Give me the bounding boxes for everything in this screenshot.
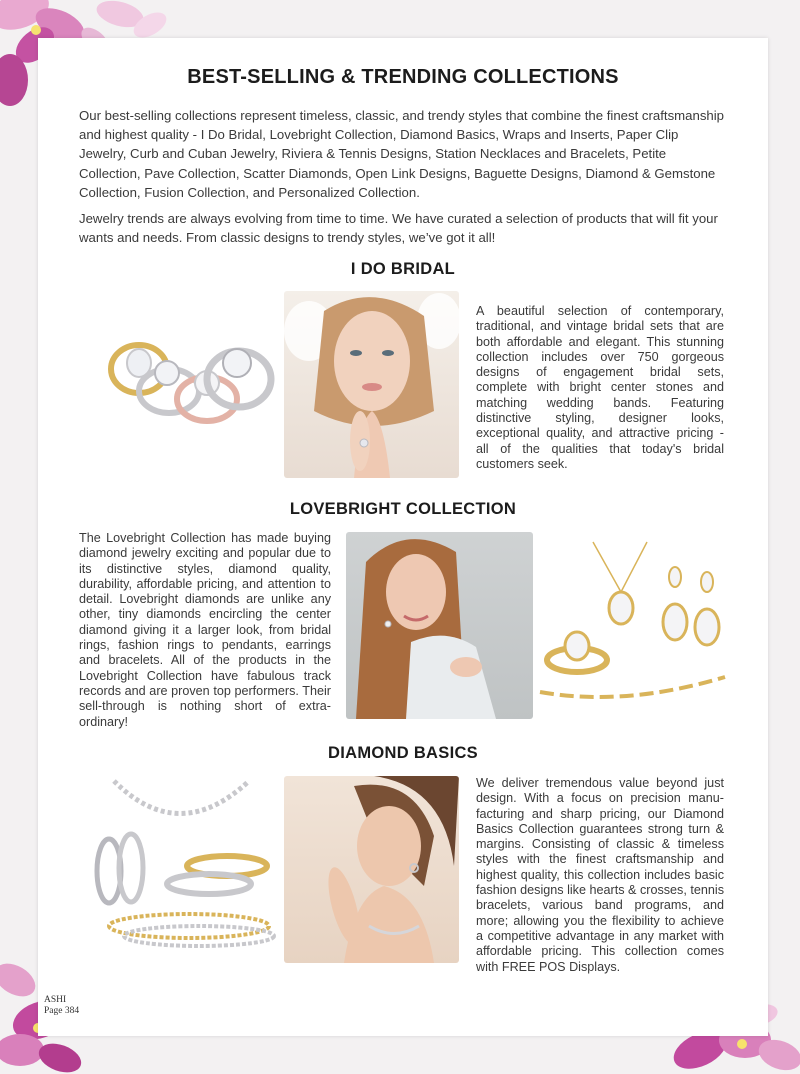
bridal-rings-photo (79, 291, 282, 478)
page-panel (38, 38, 768, 1036)
bridal-description: A beautiful selection of contemporary, traditional, and vintage bridal sets that are both affordable and elegant. This stunning collection includes over 750 gorgeous designs of engagement bridal sets, complete with bright center stones and matching wedding bands. Featuring distinctive styling, designer looks, exceptional quality, and attractive pricing - all of the qualities that today's bridal customers seek. (476, 304, 724, 471)
intro-paragraph-1: Our best-selling collections represent timeless, classic, and trendy styles that combine the finest craftsmanship and highest quality - I Do Bridal, Lovebright Collection, Diamond Basics, Wraps and Inserts, Paper Clip Jewelry, Curb and Cuban Jewelry, Riviera & Tennis Designs, Station Necklaces and Bracelets, Petite Collection, Pave Collection, Scatter Diamonds, Open Link Designs, Baguette Designs, Diamond & Gemstone Collection, Fusion Collection, and Personalized Collection. (79, 108, 725, 200)
bridal-model-photo (284, 291, 459, 478)
page-title: BEST-SELLING & TRENDING COLLECTIONS (187, 66, 619, 88)
section-title-lovebright: LOVEBRIGHT COLLECTION (289, 500, 517, 518)
page-number: Page 384 (44, 1006, 80, 1016)
basics-jewelry-photo (79, 776, 282, 963)
lovebright-description: The Lovebright Collection has made buying diamond jewelry exciting and popular due to its distinctive styles, diamond quality, durability, affordable pricing, and attention to detail. Lovebright diamonds are unlike any other, tiny diamonds encircling the center diamond giving it a larger look, from bridal rings, fashion rings to pendants, earrings and bracelets. All of the products in the Lovebright Collection have fabulous track records and are proven top performers. Their sell-through is nothing short of extra-ordinary! (79, 531, 331, 729)
section-title-bridal: I DO BRIDAL (350, 260, 456, 278)
section-title-basics: DIAMOND BASICS (328, 744, 478, 762)
basics-model-photo (284, 776, 459, 963)
intro-paragraph-2: Jewelry trends are always evolving from time to time. We have curated a selection of products that will fit your wants and needs. From classic designs to trendy styles, we’ve got it all! (79, 211, 718, 246)
basics-description: We deliver tremendous value beyond just design. With a focus on precision manu-facturing and sharp pricing, our Diamond Basics Collection guarantees strong turn & margins. Consisting of classic & timeless styles with the finest craftsmanship and highest quality, this collection includes basic fashion designs like hearts & crosses, tennis bracelets, various band programs, and more; allowing you the flexibility to achieve a competitive advantage in any market with affordable pricing. This collection comes with FREE POS Displays. (476, 776, 724, 974)
lovebright-jewelry-photo (535, 532, 727, 719)
lovebright-model-photo (346, 532, 533, 719)
footer-brand: ASHI (44, 995, 67, 1005)
